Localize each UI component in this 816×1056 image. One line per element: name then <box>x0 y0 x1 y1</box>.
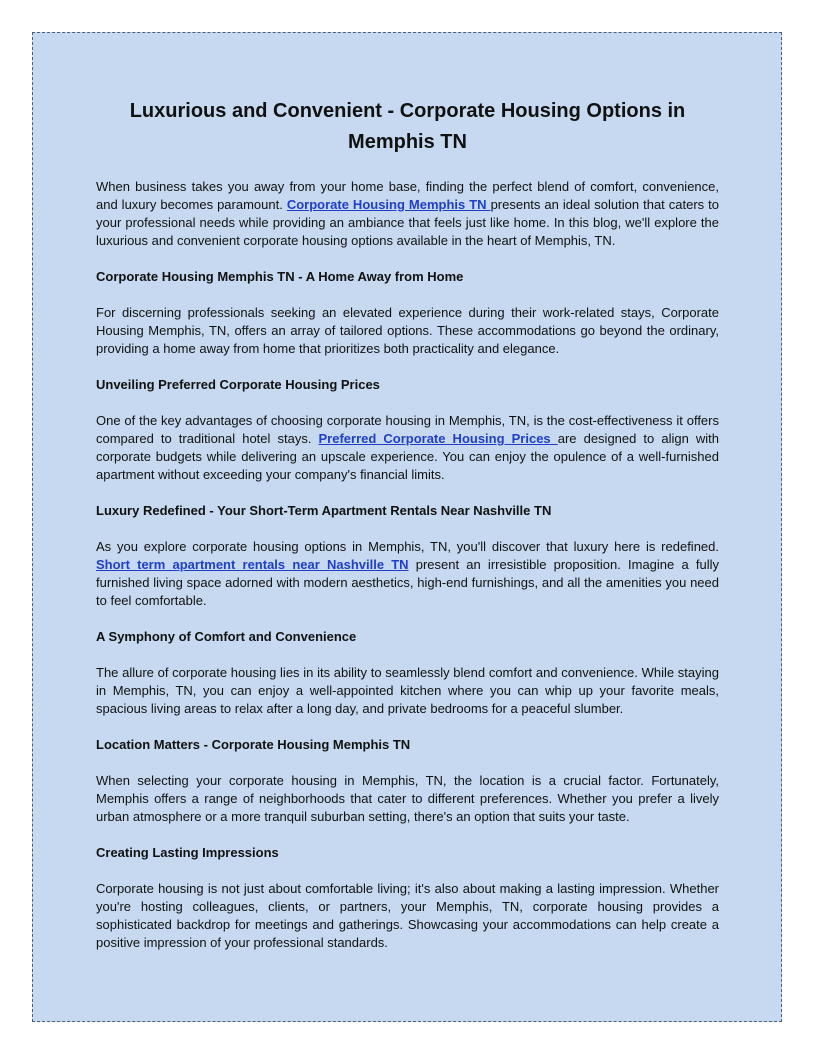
prices-text-after: are designed to align with corporate budgets while delivering an upscale experience. You can enjoy the opulence of a well-furnished apartment without exceeding your company's financial limits. <box>96 431 719 482</box>
luxury-text-after: present an irresistible proposition. Imagine a fully furnished living space adorned with modern aesthetics, high-end furnishings, and all the amenities you need to feel comfortable. <box>96 557 719 608</box>
section-heading-home-away: Corporate Housing Memphis TN - A Home Away from Home <box>96 269 464 284</box>
document-content <box>96 96 719 970</box>
section-text-home-away: For discerning professionals seeking an elevated experience during their work-related stays, Corporate Housing Memphis, TN, offers an array of tailored options. These accommodations go beyond the ordinary, providing a home away from home that prioritizes both practicality and elegance. <box>96 305 719 356</box>
intro-paragraph <box>96 178 719 250</box>
corporate-housing-memphis-link[interactable]: Corporate Housing Memphis TN <box>286 197 491 212</box>
luxury-text-before: As you explore corporate housing options in Memphis, TN, you'll discover that luxury here is redefined. <box>96 539 719 554</box>
preferred-prices-link[interactable]: Preferred Corporate Housing Prices <box>318 431 558 446</box>
section-heading-location: Location Matters - Corporate Housing Memphis TN <box>96 737 411 752</box>
section-heading-impressions: Creating Lasting Impressions <box>96 845 279 860</box>
section-text-location: When selecting your corporate housing in Memphis, TN, the location is a crucial factor. Fortunately, Memphis offers a range of neighborhoods that cater to different preferences. Whether you prefer a lively urban atmosphere or a more tranquil suburban setting, there's an option that suits your taste. <box>96 773 719 824</box>
prices-text-before: One of the key advantages of choosing corporate housing in Memphis, TN, is the cost-effectiveness it offers compared to traditional hotel stays. <box>96 413 719 446</box>
section-heading-luxury: Luxury Redefined - Your Short-Term Apartment Rentals Near Nashville TN <box>96 503 552 518</box>
section-text-prices <box>96 412 719 484</box>
short-term-rentals-link[interactable]: Short term apartment rentals near Nashville TN <box>96 557 409 572</box>
section-text-luxury <box>96 538 719 610</box>
section-heading-comfort: A Symphony of Comfort and Convenience <box>96 629 357 644</box>
section-text-comfort: The allure of corporate housing lies in its ability to seamlessly blend comfort and convenience. While staying in Memphis, TN, you can enjoy a well-appointed kitchen where you can whip up your favorite meals, spacious living areas to relax after a long day, and private bedrooms for a peaceful slumber. <box>96 665 719 716</box>
intro-text-before: When business takes you away from your home base, finding the perfect blend of comfort, convenience, and luxury becomes paramount. <box>96 179 719 212</box>
document-title: Luxurious and Convenient - Corporate Housing Options in Memphis TN <box>129 100 686 153</box>
section-heading-prices: Unveiling Preferred Corporate Housing Prices <box>96 377 380 392</box>
section-text-impressions: Corporate housing is not just about comfortable living; it's also about making a lasting impression. Whether you're hosting colleagues, clients, or partners, your Memphis, TN, corporate housing provides a sophisticated backdrop for meetings and gatherings. Showcasing your accommodations can help create a positive impression of your professional standards. <box>96 881 719 950</box>
intro-text-after: presents an ideal solution that caters to your professional needs while providing an ambiance that feels just like home. In this blog, we'll explore the luxurious and convenient corporate housing options available in the heart of Memphis, TN. <box>96 197 719 248</box>
